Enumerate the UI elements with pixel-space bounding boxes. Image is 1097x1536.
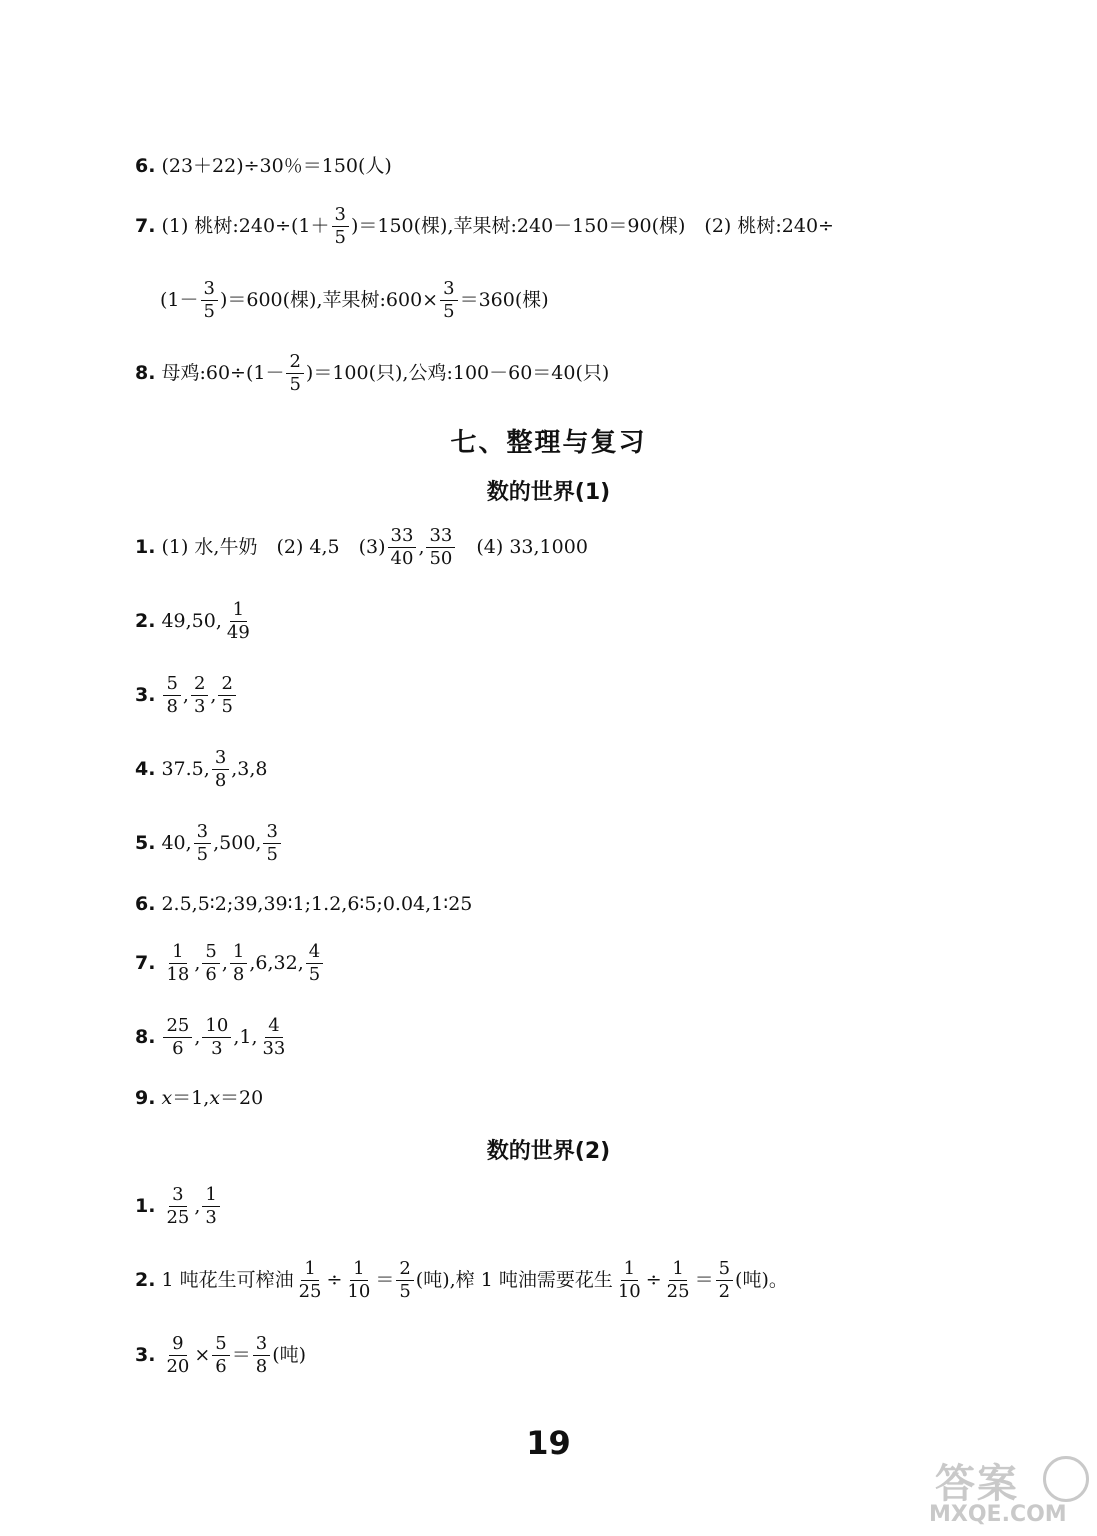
denominator: 33 <box>262 1037 286 1059</box>
answer-line <box>135 892 472 916</box>
denominator: 5 <box>308 963 321 985</box>
item-number: 6. <box>135 893 156 915</box>
operator: ÷ <box>326 1269 343 1291</box>
fraction <box>224 599 253 644</box>
fraction <box>230 941 247 986</box>
fraction <box>212 1333 229 1378</box>
numerator: 33 <box>426 525 455 548</box>
separator: , <box>418 536 425 558</box>
denominator: 25 <box>298 1280 322 1302</box>
answer-line <box>135 1257 788 1303</box>
numerator: 1 <box>230 941 247 964</box>
answer-text: 49,50, <box>161 610 222 632</box>
numerator: 10 <box>202 1015 231 1038</box>
operator: ＝ <box>231 1344 251 1366</box>
denominator: 18 <box>166 963 190 985</box>
fraction <box>194 821 211 866</box>
numerator: 3 <box>263 821 280 844</box>
numerator: 1 <box>621 1258 638 1281</box>
numerator: 3 <box>169 1184 186 1207</box>
subsection-title: 数的世界(2) <box>486 1139 611 1164</box>
denominator: 10 <box>347 1280 371 1302</box>
answer-text: 40, <box>161 832 192 854</box>
page-number: 19 <box>526 1424 571 1462</box>
numerator: 3 <box>212 747 229 770</box>
denominator: 8 <box>255 1355 268 1377</box>
answer-text: 母鸡:60÷(1－ <box>161 362 285 384</box>
fraction <box>396 1258 413 1303</box>
separator: , <box>194 1195 201 1217</box>
answer-text: (吨) <box>272 1344 307 1366</box>
denominator: 50 <box>429 547 453 569</box>
numerator: 5 <box>716 1258 733 1281</box>
numerator: 1 <box>350 1258 367 1281</box>
answer-text: (1－ <box>160 289 199 311</box>
denominator: 3 <box>211 1037 223 1059</box>
fraction <box>218 673 235 718</box>
denominator: 8 <box>232 963 245 985</box>
denominator: 6 <box>215 1355 227 1377</box>
numerator: 1 <box>169 941 186 964</box>
numerator: 5 <box>202 941 219 964</box>
denominator: 8 <box>214 769 227 791</box>
watermark-circle-icon <box>1043 1456 1089 1502</box>
fraction <box>163 1184 192 1229</box>
fraction <box>202 1184 219 1229</box>
fraction <box>664 1258 693 1303</box>
answer-text: 2.5,5∶2;39,39∶1;1.2,6∶5;0.04,1∶25 <box>161 893 473 915</box>
fraction <box>163 1333 192 1378</box>
watermark-text: 答案 <box>935 1461 1019 1507</box>
answer-text: (1) 桃树:240÷(1＋ <box>161 215 330 237</box>
answer-line <box>135 598 255 644</box>
section-title: 七、整理与复习 <box>450 428 647 458</box>
denominator: 25 <box>666 1280 690 1302</box>
numerator: 3 <box>332 204 349 227</box>
fraction <box>615 1258 644 1303</box>
watermark-domain: MXQE.COM <box>929 1502 1067 1527</box>
numerator: 1 <box>230 599 247 622</box>
answer-text: ＝20 <box>220 1087 264 1109</box>
operator: ÷ <box>645 1269 662 1291</box>
item-number: 1. <box>135 536 156 558</box>
answer-text: (吨)。 <box>735 1269 788 1291</box>
item-number: 5. <box>135 832 156 854</box>
denominator: 5 <box>203 300 215 322</box>
denominator: 6 <box>205 963 217 985</box>
denominator: 8 <box>166 695 178 717</box>
answer-text: 37.5, <box>161 758 210 780</box>
answer-line <box>135 820 283 866</box>
separator: , <box>221 952 228 974</box>
fraction <box>202 1015 231 1060</box>
answer-text: )＝100(只),公鸡:100－60＝40(只) <box>305 362 610 384</box>
denominator: 5 <box>289 373 301 395</box>
item-number: 9. <box>135 1087 156 1109</box>
denominator: 25 <box>166 1206 190 1228</box>
fraction <box>286 351 303 396</box>
fraction <box>716 1258 733 1303</box>
answer-line <box>135 1332 306 1378</box>
answer-line <box>135 1014 290 1060</box>
fraction <box>332 204 349 249</box>
operator: × <box>194 1344 211 1366</box>
item-number: 2. <box>135 610 156 632</box>
subsection-title: 数的世界(1) <box>486 480 611 505</box>
answer-line <box>135 154 392 178</box>
numerator: 4 <box>306 941 323 964</box>
numerator: 3 <box>440 278 457 301</box>
numerator: 2 <box>191 673 208 696</box>
item-number: 4. <box>135 758 156 780</box>
answer-text: ,500, <box>213 832 262 854</box>
numerator: 1 <box>669 1258 686 1281</box>
item-number: 8. <box>135 1026 156 1048</box>
answer-text: (23＋22)÷30％＝150(人) <box>161 155 392 177</box>
denominator: 2 <box>718 1280 731 1302</box>
denominator: 40 <box>390 547 414 569</box>
fraction <box>253 1333 270 1378</box>
answer-line <box>135 746 268 792</box>
variable: x <box>161 1087 173 1109</box>
operator: ＝ <box>375 1269 395 1291</box>
fraction <box>440 278 457 323</box>
item-number: 7. <box>135 215 156 237</box>
denominator: 5 <box>399 1280 411 1302</box>
denominator: 10 <box>617 1280 641 1302</box>
answer-text: (1) 水,牛奶 (2) 4,5 (3) <box>161 536 386 558</box>
fraction <box>163 1015 192 1060</box>
fraction <box>296 1258 325 1303</box>
answer-text: (吨),榨 1 吨油需要花生 <box>415 1269 613 1291</box>
item-number: 3. <box>135 1344 156 1366</box>
separator: , <box>182 684 189 706</box>
fraction <box>388 525 417 570</box>
fraction <box>163 941 192 986</box>
fraction <box>263 821 280 866</box>
item-number: 1. <box>135 1195 156 1217</box>
fraction <box>259 1015 288 1060</box>
fraction <box>212 747 229 792</box>
numerator: 2 <box>396 1258 413 1281</box>
denominator: 6 <box>172 1037 184 1059</box>
denominator: 20 <box>166 1355 190 1377</box>
numerator: 1 <box>301 1258 318 1281</box>
denominator: 3 <box>193 695 206 717</box>
answer-line <box>135 350 609 396</box>
watermark-logo <box>925 1452 1090 1532</box>
answer-text: ,1, <box>233 1026 258 1048</box>
answer-line <box>135 1086 263 1110</box>
numerator: 1 <box>202 1184 219 1207</box>
variable: x <box>209 1087 221 1109</box>
answer-line <box>135 940 325 986</box>
numerator: 25 <box>163 1015 192 1038</box>
item-number: 8. <box>135 362 156 384</box>
answer-text: )＝600(棵),苹果树:600× <box>219 289 439 311</box>
numerator: 3 <box>194 821 211 844</box>
item-number: 2. <box>135 1269 156 1291</box>
denominator: 5 <box>266 843 278 865</box>
numerator: 5 <box>163 673 180 696</box>
denominator: 5 <box>196 843 209 865</box>
answer-text: ＝1, <box>172 1087 210 1109</box>
fraction <box>202 941 219 986</box>
item-number: 6. <box>135 155 156 177</box>
separator: , <box>210 684 217 706</box>
denominator: 5 <box>443 300 455 322</box>
numerator: 3 <box>253 1333 270 1356</box>
numerator: 4 <box>265 1015 282 1038</box>
numerator: 9 <box>169 1333 186 1356</box>
answer-text: (4) 33,1000 <box>457 536 588 558</box>
answer-text: ＝360(棵) <box>459 289 549 311</box>
fraction <box>306 941 323 986</box>
numerator: 2 <box>218 673 235 696</box>
numerator: 3 <box>201 278 218 301</box>
separator: , <box>194 1026 201 1048</box>
answer-text: )＝150(棵),苹果树:240－150＝90(棵) (2) 桃树:240÷ <box>350 215 834 237</box>
numerator: 33 <box>388 525 417 548</box>
answer-line <box>135 524 588 570</box>
denominator: 3 <box>205 1206 217 1228</box>
answer-line <box>160 277 549 323</box>
item-number: 3. <box>135 684 156 706</box>
fraction <box>344 1258 373 1303</box>
answer-line <box>135 203 834 249</box>
answer-line <box>135 672 238 718</box>
separator: , <box>194 952 201 974</box>
denominator: 5 <box>221 695 233 717</box>
fraction <box>163 673 180 718</box>
denominator: 49 <box>226 621 250 643</box>
answer-text: ,3,8 <box>231 758 268 780</box>
denominator: 5 <box>334 226 346 248</box>
answer-text: ,6,32, <box>249 952 304 974</box>
answer-line <box>135 1183 222 1229</box>
numerator: 5 <box>212 1333 229 1356</box>
fraction <box>201 278 218 323</box>
fraction <box>426 525 455 570</box>
fraction <box>191 673 208 718</box>
item-number: 7. <box>135 952 156 974</box>
operator: ＝ <box>694 1269 714 1291</box>
answer-text: 1 吨花生可榨油 <box>161 1269 294 1291</box>
numerator: 2 <box>286 351 303 374</box>
